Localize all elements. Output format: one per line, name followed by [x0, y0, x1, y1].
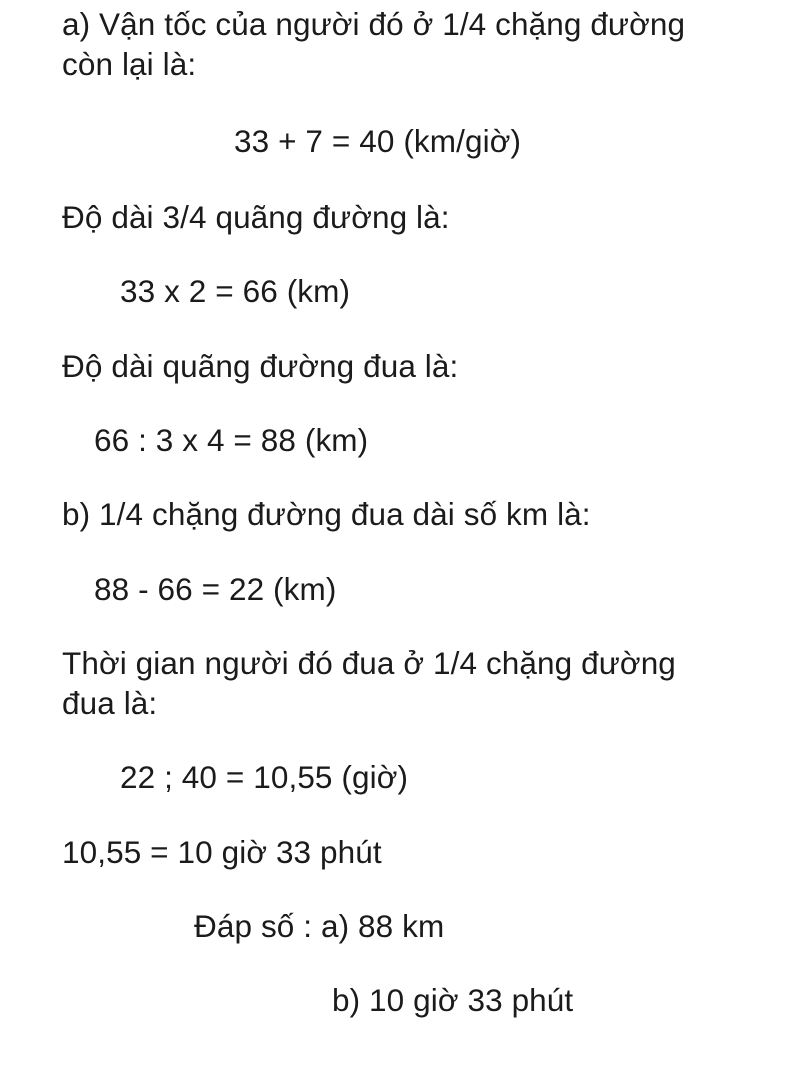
solution-line: 33 x 2 = 66 (km)	[120, 273, 351, 310]
solution-line: 33 + 7 = 40 (km/giờ)	[234, 122, 522, 159]
solution-line: Thời gian người đó đua ở 1/4 chặng đường	[62, 644, 676, 681]
solution-line: Đáp số : a) 88 km	[194, 908, 445, 945]
solution-line: b) 10 giờ 33 phút	[332, 982, 574, 1019]
solution-line: b) 1/4 chặng đường đua dài số km là:	[62, 496, 591, 533]
solution-line: còn lại là:	[62, 46, 197, 83]
solution-line: đua là:	[62, 685, 158, 722]
solution-line: a) Vận tốc của người đó ở 1/4 chặng đường	[62, 6, 686, 42]
solution-line: 88 - 66 = 22 (km)	[94, 570, 337, 607]
solution-line: Độ dài 3/4 quãng đường là:	[62, 198, 450, 235]
solution-line: 10,55 = 10 giờ 33 phút	[62, 833, 382, 870]
solution-line: Độ dài quãng đường đua là:	[62, 347, 459, 384]
solution-line: 22 ; 40 = 10,55 (giờ)	[120, 759, 409, 796]
solution-line: 66 : 3 x 4 = 88 (km)	[94, 421, 369, 458]
